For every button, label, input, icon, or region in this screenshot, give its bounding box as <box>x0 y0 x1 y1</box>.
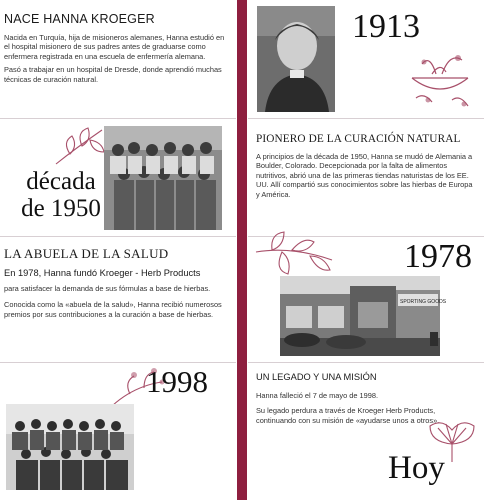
divider <box>0 118 236 119</box>
year-line: de 1950 <box>21 195 101 222</box>
section-title-legacy: UN LEGADO Y UNA MISIÓN <box>256 372 377 382</box>
paragraph: para satisfacer la demanda de sus fórmulas a base de hierbas. <box>4 284 211 293</box>
storefront-photo <box>280 276 447 356</box>
divider <box>0 362 236 363</box>
year-1950s <box>14 168 108 222</box>
year-1998: 1998 <box>146 364 208 399</box>
paragraph: Nacida en Turquía, hija de misioneros alemanes, Hanna estudió en el hospital misionero de sus padres antes de graduarse como enfermera registrada en una escuela de enfermería alemana. <box>4 33 225 61</box>
paragraph: Hanna falleció el 7 de mayo de 1998. <box>256 391 379 400</box>
paragraph: Pasó a trabajar en un hospital de Dresde, donde aprendió muchas técnicas de curación natural. <box>4 65 222 84</box>
section-body-born <box>4 33 232 88</box>
section-title-born: NACE HANNA KROEGER <box>4 12 155 26</box>
store-sign-text: SPORTING GOODS <box>400 299 447 305</box>
divider <box>0 236 236 237</box>
branch-leaf-illustration <box>252 226 336 280</box>
timeline-spine <box>237 0 247 500</box>
paragraph: Su legado perdura a través de Kroeger Herb Products, continuando con su misión de «ayudarse unos a otros». <box>256 406 440 425</box>
divider <box>248 362 484 363</box>
leaf-sprig-illustration <box>52 124 108 168</box>
year-1978: 1978 <box>404 238 472 275</box>
section-title-pioneer: PIONERO DE LA CURACIÓN NATURAL <box>256 133 461 145</box>
year-1913: 1913 <box>352 8 420 45</box>
team-photo <box>6 404 134 490</box>
section-body-pioneer <box>256 152 478 203</box>
year-today: Hoy <box>388 450 445 486</box>
section-body-legacy <box>256 391 446 429</box>
section-lead-founded: En 1978, Hanna fundó Kroeger - Herb Products <box>4 268 201 278</box>
paragraph: A principios de la década de 1950, Hanna se mudó de Alemania a Boulder, Colorado. Decepcionada por la falta de alimentos nutritivos, abrió una de las primeras tiendas naturistas de los EE. UU. Allí compartió sus conocimientos sobre las hierbas de Europa y América. <box>256 152 473 199</box>
group-photo-1950s <box>104 126 222 230</box>
portrait-photo <box>257 6 335 112</box>
year-line: década <box>26 168 96 195</box>
paragraph: Conocida como la «abuela de la salud», Hanna recibió numerosos premios por sus contribuciones a la curación a base de hierbas. <box>4 300 222 319</box>
herb-bowl-illustration <box>402 48 478 114</box>
section-title-grandmother: LA ABUELA DE LA SALUD <box>4 246 169 261</box>
divider <box>248 118 484 119</box>
section-body-grandmother <box>4 284 230 323</box>
